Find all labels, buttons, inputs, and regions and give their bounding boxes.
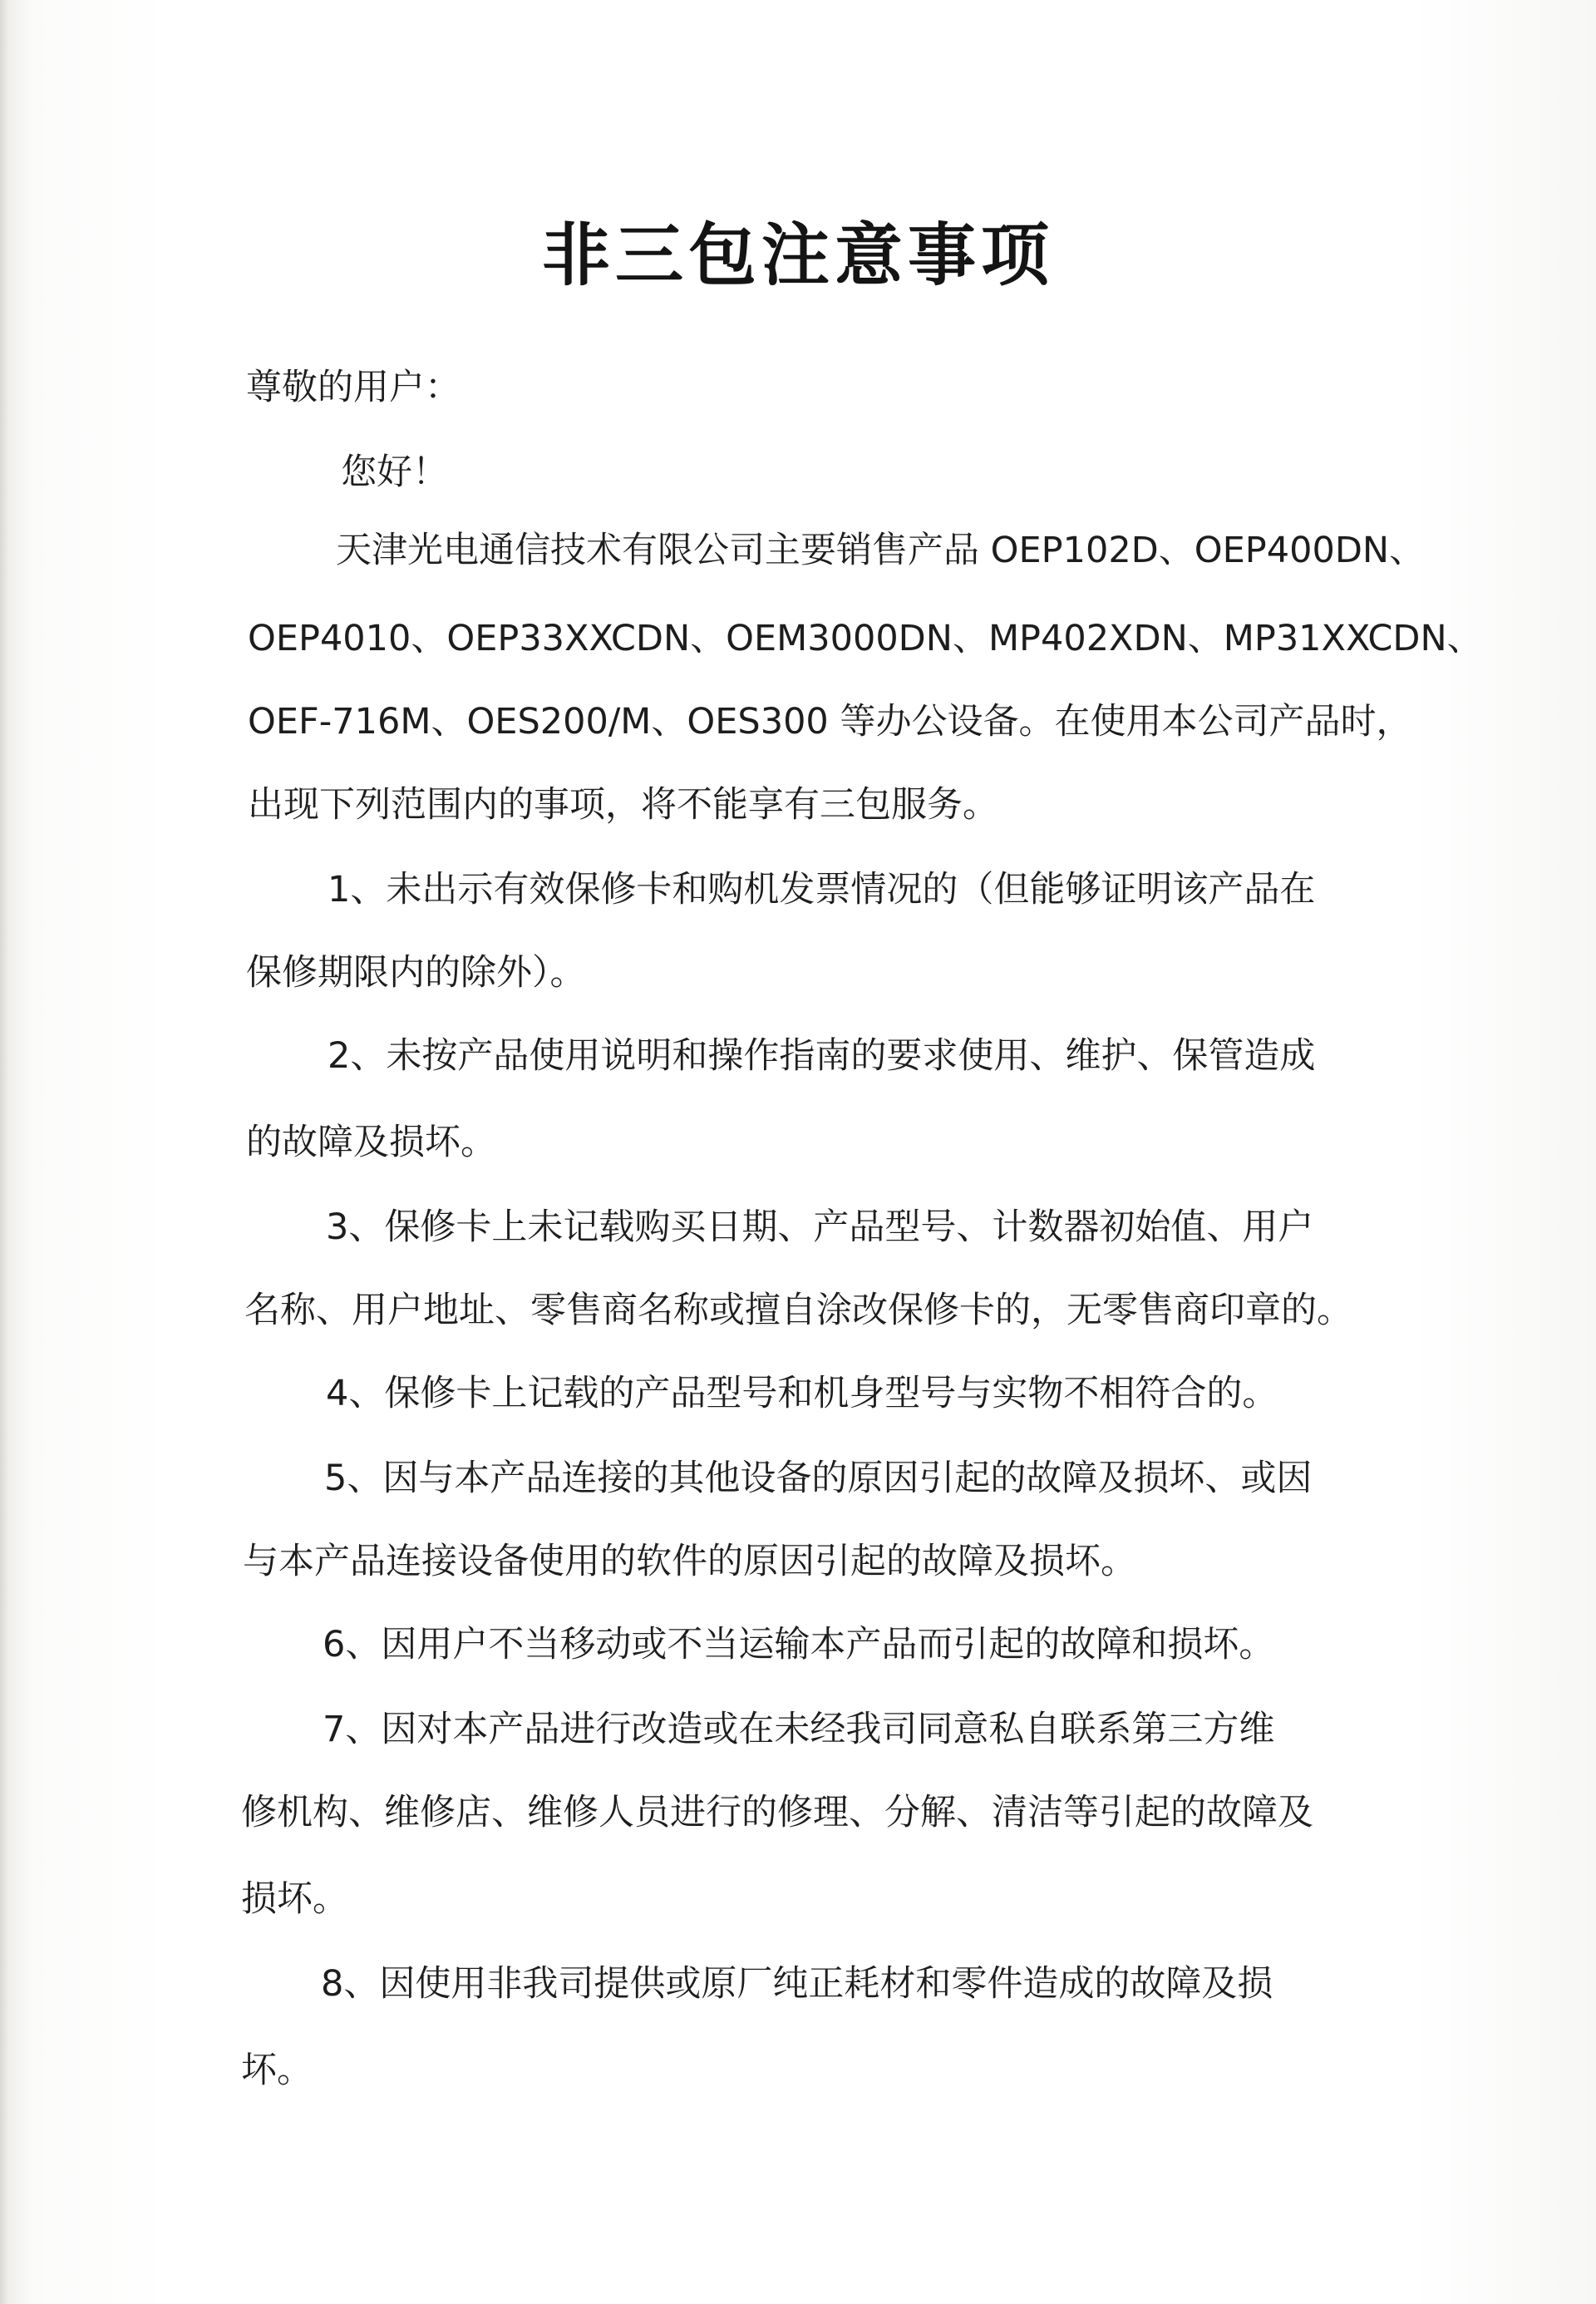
salutation: 您好！ bbox=[341, 451, 448, 493]
item-6-line-1: 6、因用户不当移动或不当运输本产品而引起的故障和损坏。 bbox=[323, 1624, 1275, 1665]
item-8-line-2: 坏。 bbox=[241, 2050, 313, 2091]
item-7-line-2: 修机构、维修店、维修人员进行的修理、分解、清洁等引起的故障及 bbox=[241, 1792, 1313, 1833]
item-3-line-2: 名称、用户地址、零售商名称或擅自涂改保修卡的，无零售商印章的。 bbox=[244, 1290, 1352, 1331]
item-4-line-1: 4、保修卡上记载的产品型号和机身型号与实物不相符合的。 bbox=[326, 1373, 1278, 1414]
item-7-line-3: 损坏。 bbox=[241, 1878, 348, 1920]
greeting: 尊敬的用户： bbox=[246, 367, 461, 408]
item-3-line-1: 3、保修卡上未记载购买日期、产品型号、计数器初始值、用户 bbox=[326, 1206, 1314, 1248]
item-8-line-1: 8、因使用非我司提供或原厂纯正耗材和零件造成的故障及损 bbox=[321, 1963, 1273, 2005]
intro-line-3: OEF-716M、OES200/M、OES300 等办公设备。在使用本公司产品时， bbox=[248, 701, 1412, 743]
item-2-line-2: 的故障及损坏。 bbox=[246, 1122, 496, 1163]
paper-edge-shadow bbox=[0, 0, 8, 2304]
intro-line-2: OEP4010、OEP33XXCDN、OEM3000DN、MP402XDN、MP31XXCDN、 bbox=[248, 618, 1483, 659]
intro-line-4: 出现下列范围内的事项，将不能享有三包服务。 bbox=[248, 784, 998, 826]
intro-line-1: 天津光电通信技术有限公司主要销售产品 OEP102D、OEP400DN、 bbox=[336, 530, 1426, 571]
item-2-line-1: 2、未按产品使用说明和操作指南的要求使用、维护、保管造成 bbox=[328, 1035, 1316, 1077]
item-5-line-1: 5、因与本产品连接的其他设备的原因引起的故障及损坏、或因 bbox=[324, 1458, 1313, 1499]
item-1-line-1: 1、未出示有效保修卡和购机发票情况的（但能够证明该产品在 bbox=[328, 869, 1316, 910]
item-1-line-2: 保修期限内的除外）。 bbox=[246, 952, 586, 994]
document-title: 非三包注意事项 bbox=[541, 216, 1054, 295]
item-7-line-1: 7、因对本产品进行改造或在未经我司同意私自联系第三方维 bbox=[323, 1709, 1275, 1750]
item-5-line-2: 与本产品连接设备使用的软件的原因引起的故障及损坏。 bbox=[243, 1541, 1136, 1582]
